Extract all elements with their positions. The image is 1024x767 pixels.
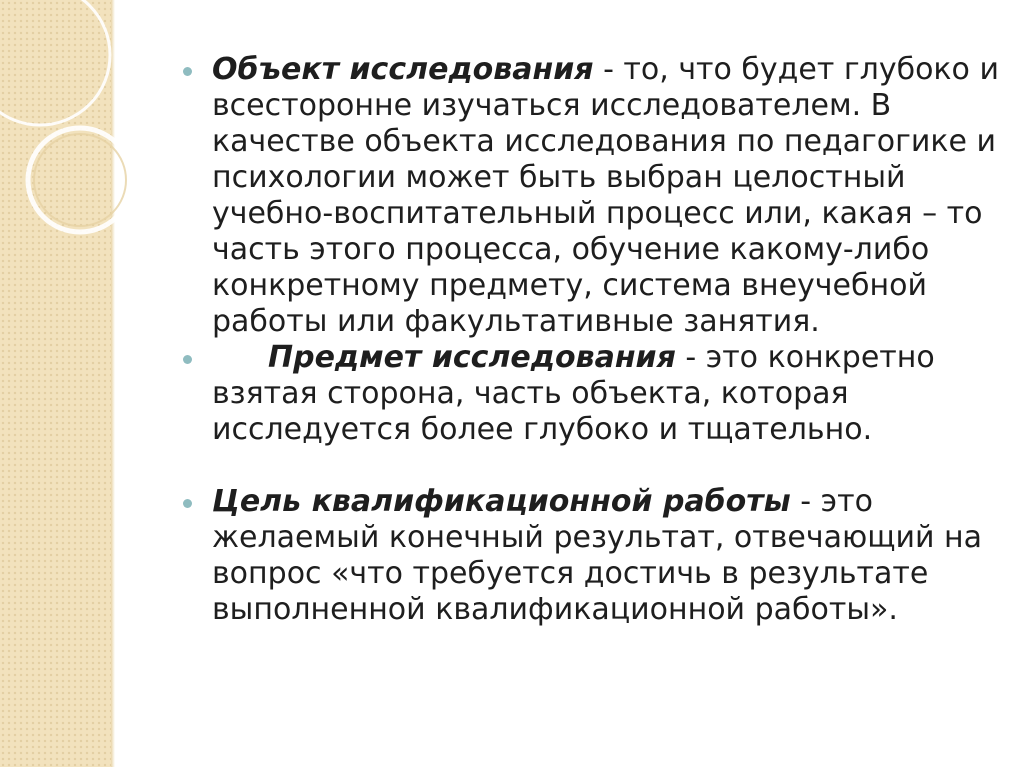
definition-goal: - это желаемый конечный результат, отвечающий на вопрос «что требуется достичь в результате выполненной квалификационной работы». [212,484,983,627]
decorative-ring-large [0,0,110,125]
term-subject: Предмет исследования [268,340,676,375]
decorative-rings [0,0,180,260]
bullet-dot-icon [183,67,192,76]
bullet-dot-icon [183,499,192,508]
term-object: Объект исследования [212,52,594,87]
bullet-dot-icon [183,355,192,364]
slide-content [180,52,1000,628]
bullet-goal [180,484,1000,628]
definition-subject: - это конкретно взятая сторона, часть объекта, которая исследуется более глубоко и тщательно. [212,340,935,447]
bullet-subject [180,340,1000,448]
decorative-ring-small [28,128,132,232]
decorative-ring-inner [34,134,126,226]
bullet-object [180,52,1000,340]
definition-object: - то, что будет глубоко и всесторонне изучаться исследователем. В качестве объекта исследования по педагогике и психологии может быть выбран целостный учебно-воспитательный процесс или, какая – то часть этого процесса, обучение какому-либо конкретному предмету, система внеучебной работы или факультативные занятия. [212,52,999,339]
term-goal: Цель квалификационной работы [212,484,791,519]
